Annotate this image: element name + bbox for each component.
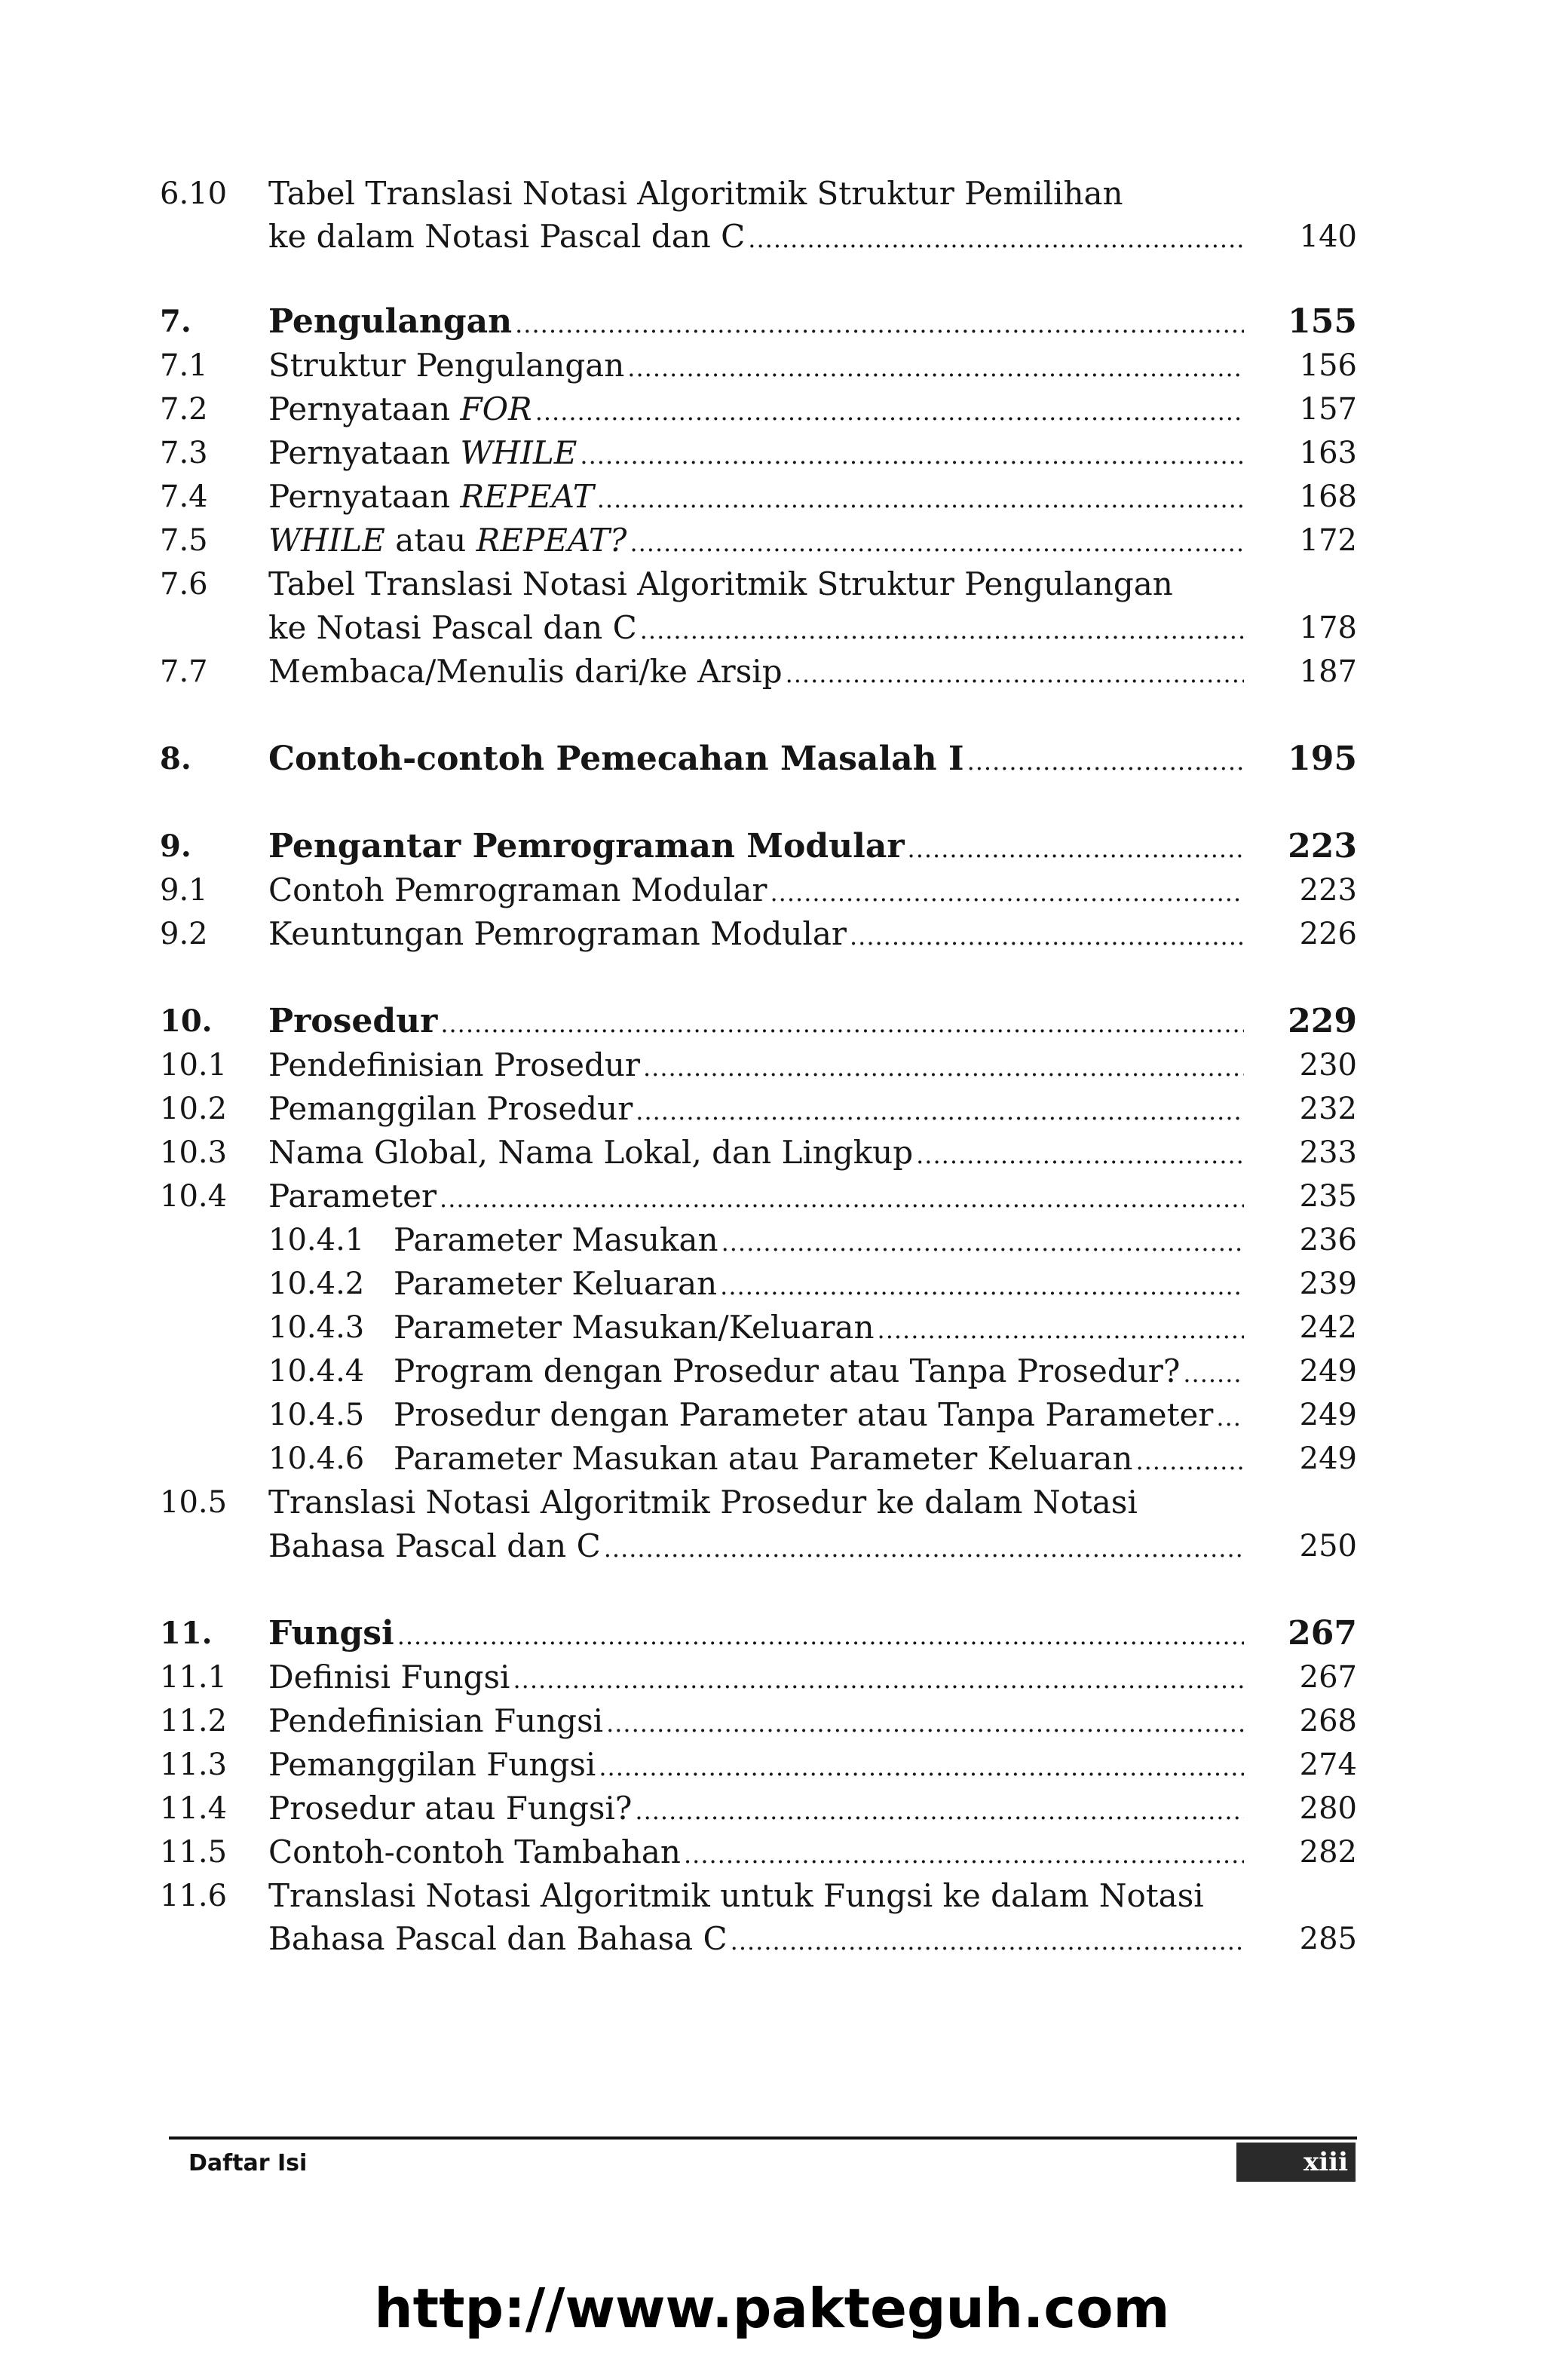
toc-entry-page-number: 282 bbox=[1299, 1835, 1357, 1870]
dot-leader bbox=[397, 1614, 1244, 1658]
toc-entry-number: 7.7 bbox=[160, 654, 208, 689]
toc-entry bbox=[0, 172, 1544, 216]
toc-entry-number: 9.2 bbox=[160, 917, 208, 951]
footer-rule bbox=[169, 2136, 1357, 2140]
toc-entry bbox=[0, 1218, 1544, 1262]
toc-entry-title-part: Pernyataan bbox=[268, 434, 461, 471]
toc-entry-title bbox=[268, 431, 577, 475]
toc-entry-title-part: WHILE bbox=[268, 522, 385, 559]
toc-entry-number: 10.4.4 bbox=[268, 1354, 365, 1389]
toc-entry-title: Prosedur atau Fungsi? bbox=[268, 1790, 633, 1827]
toc-entry bbox=[0, 1612, 1544, 1656]
dot-leader bbox=[1135, 1439, 1244, 1483]
toc-entry-title-part: atau bbox=[384, 522, 476, 559]
toc-entry-page-number: 223 bbox=[1299, 873, 1357, 908]
dot-leader bbox=[916, 1133, 1244, 1177]
toc-entry-title-part: FOR bbox=[460, 391, 532, 427]
toc-entry bbox=[0, 650, 1544, 694]
toc-entry-title: Parameter Masukan bbox=[394, 1221, 718, 1258]
toc-entry-page-number: 250 bbox=[1299, 1529, 1357, 1564]
toc-entry-title: Pendefinisian Fungsi bbox=[268, 1702, 604, 1739]
toc-entry-title: Bahasa Pascal dan Bahasa C bbox=[268, 1920, 728, 1957]
toc-entry bbox=[0, 1699, 1544, 1743]
toc-entry bbox=[0, 1524, 1544, 1568]
toc-entry bbox=[0, 1306, 1544, 1349]
toc-entry bbox=[0, 1393, 1544, 1437]
dot-leader bbox=[604, 1527, 1244, 1570]
dot-leader bbox=[627, 346, 1244, 390]
dot-leader bbox=[684, 1833, 1244, 1876]
toc-entry bbox=[0, 519, 1544, 562]
toc-entry-title-part: Pernyataan bbox=[268, 478, 461, 515]
toc-entry bbox=[0, 1874, 1544, 1918]
toc-entry-number: 10.2 bbox=[160, 1092, 228, 1126]
toc-entry-title-part: REPEAT bbox=[460, 478, 594, 515]
toc-entry bbox=[0, 1656, 1544, 1699]
toc-entry-title: Struktur Pengulangan bbox=[268, 347, 625, 384]
toc-entry-page-number: 249 bbox=[1299, 1398, 1357, 1432]
toc-entry-number: 7.1 bbox=[160, 348, 208, 383]
dot-leader bbox=[721, 1221, 1244, 1264]
toc-entry-title: Parameter Masukan/Keluaran bbox=[394, 1309, 875, 1346]
toc-entry-number: 7.3 bbox=[160, 436, 208, 470]
toc-entry bbox=[0, 606, 1544, 650]
toc-entry bbox=[0, 1262, 1544, 1306]
toc-entry bbox=[0, 825, 1544, 868]
toc-entry-number: 10.4.1 bbox=[268, 1223, 365, 1257]
toc-entry-title-part: WHILE bbox=[460, 434, 577, 471]
toc-entry-number: 10.4.6 bbox=[268, 1441, 365, 1476]
dot-leader bbox=[640, 608, 1244, 652]
dot-leader bbox=[440, 1177, 1244, 1221]
toc-entry bbox=[0, 1000, 1544, 1043]
dot-leader bbox=[878, 1308, 1244, 1352]
toc-entry-title: Parameter bbox=[268, 1178, 437, 1215]
dot-leader bbox=[850, 914, 1244, 958]
dot-leader bbox=[597, 477, 1244, 521]
toc-entry-page-number: 229 bbox=[1288, 1002, 1357, 1040]
toc-entry-page-number: 233 bbox=[1299, 1135, 1357, 1170]
dot-leader bbox=[1183, 1352, 1244, 1395]
toc-entry-page-number: 285 bbox=[1299, 1922, 1357, 1956]
toc-entry-page-number: 239 bbox=[1299, 1267, 1357, 1301]
toc-entry bbox=[0, 300, 1544, 344]
toc-entry bbox=[0, 1437, 1544, 1481]
toc-entry-title: Contoh-contoh Pemecahan Masalah I bbox=[268, 740, 964, 778]
toc-entry-title: Pemanggilan Prosedur bbox=[268, 1090, 633, 1127]
toc-entry-page-number: 155 bbox=[1288, 302, 1357, 341]
toc-entry bbox=[0, 1087, 1544, 1131]
toc-entry-title: ke Notasi Pascal dan C bbox=[268, 609, 637, 646]
toc-entry-number: 7.2 bbox=[160, 392, 208, 427]
toc-entry-title: Tabel Translasi Notasi Algoritmik Struktur Pemilihan bbox=[268, 175, 1123, 212]
toc-entry-title-part: Pernyataan bbox=[268, 391, 461, 427]
toc-entry-number: 7.5 bbox=[160, 523, 208, 558]
toc-entry-title: Program dengan Prosedur atau Tanpa Prosedur? bbox=[394, 1352, 1181, 1389]
toc-entry-title-part: REPEAT? bbox=[476, 522, 627, 559]
toc-entry bbox=[0, 562, 1544, 606]
toc-entry bbox=[0, 1043, 1544, 1087]
toc-entry-page-number: 249 bbox=[1299, 1354, 1357, 1389]
toc-entry-number: 10.1 bbox=[160, 1048, 228, 1083]
toc-entry-page-number: 163 bbox=[1299, 436, 1357, 470]
toc-entry-page-number: 226 bbox=[1299, 917, 1357, 951]
dot-leader bbox=[720, 1264, 1244, 1308]
toc-entry-number: 11.4 bbox=[160, 1791, 228, 1826]
dot-leader bbox=[599, 1745, 1244, 1789]
toc-entry-number: 11.6 bbox=[160, 1879, 228, 1913]
toc-entry-page-number: 235 bbox=[1299, 1179, 1357, 1214]
toc-entry-number: 11.2 bbox=[160, 1704, 228, 1738]
toc-entry-title: Pemanggilan Fungsi bbox=[268, 1746, 596, 1783]
toc-entry-title bbox=[268, 475, 594, 519]
dot-leader bbox=[515, 302, 1244, 346]
toc-entry bbox=[0, 344, 1544, 387]
toc-entry-number: 7. bbox=[160, 304, 191, 339]
dot-leader bbox=[630, 521, 1244, 565]
footer-page-number: xiii bbox=[1236, 2143, 1356, 2182]
toc-entry bbox=[0, 1175, 1544, 1218]
dot-leader bbox=[967, 740, 1244, 783]
toc-entry-page-number: 223 bbox=[1288, 827, 1357, 865]
toc-entry-number: 10.4 bbox=[160, 1179, 228, 1214]
toc-entry bbox=[0, 912, 1544, 956]
toc-entry-title bbox=[268, 387, 532, 431]
toc-entry-title: ke dalam Notasi Pascal dan C bbox=[268, 218, 746, 255]
dot-leader bbox=[513, 1658, 1244, 1702]
toc-entry-title: Keuntungan Pemrograman Modular bbox=[268, 915, 847, 952]
dot-leader bbox=[440, 1002, 1244, 1046]
toc-entry-number: 11.5 bbox=[160, 1835, 228, 1870]
toc-entry bbox=[0, 1481, 1544, 1524]
dot-leader bbox=[908, 827, 1244, 871]
toc-entry-title: Translasi Notasi Algoritmik untuk Fungsi ke dalam Notasi bbox=[268, 1877, 1204, 1914]
toc-entry-page-number: 232 bbox=[1299, 1092, 1357, 1126]
toc-entry-title: Parameter Keluaran bbox=[394, 1265, 718, 1302]
toc-entry bbox=[0, 215, 1544, 259]
toc-entry-number: 8. bbox=[160, 741, 191, 776]
dot-leader bbox=[636, 1089, 1244, 1133]
toc-entry-title: Nama Global, Nama Lokal, dan Lingkup bbox=[268, 1134, 914, 1171]
toc-entry-title: Pendefinisian Prosedur bbox=[268, 1046, 640, 1083]
toc-entry-title: Membaca/Menulis dari/ke Arsip bbox=[268, 653, 783, 690]
watermark-url: http://www.pakteguh.com bbox=[374, 2277, 1170, 2340]
toc-entry-number: 6.10 bbox=[160, 176, 228, 211]
toc-entry-number: 7.6 bbox=[160, 567, 208, 602]
dot-leader bbox=[786, 652, 1244, 696]
toc-entry-title: Bahasa Pascal dan C bbox=[268, 1527, 601, 1564]
toc-entry bbox=[0, 387, 1544, 431]
toc-entry bbox=[0, 475, 1544, 519]
toc-entry-page-number: 195 bbox=[1288, 740, 1357, 778]
toc-entry-title: Prosedur dengan Parameter atau Tanpa Parameter bbox=[394, 1396, 1214, 1433]
toc-entry-title: Contoh Pemrograman Modular bbox=[268, 871, 767, 908]
toc-entry-page-number: 157 bbox=[1299, 392, 1357, 427]
toc-entry-page-number: 280 bbox=[1299, 1791, 1357, 1826]
toc-entry-page-number: 267 bbox=[1288, 1614, 1357, 1653]
toc-entry-title: Tabel Translasi Notasi Algoritmik Struktur Pengulangan bbox=[268, 565, 1173, 602]
toc-entry bbox=[0, 431, 1544, 475]
toc-entry bbox=[0, 868, 1544, 912]
toc-entry bbox=[0, 1917, 1544, 1961]
toc-entry-number: 9.1 bbox=[160, 873, 208, 908]
toc-entry bbox=[0, 1349, 1544, 1393]
toc-entry bbox=[0, 737, 1544, 781]
toc-entry-title: Contoh-contoh Tambahan bbox=[268, 1833, 681, 1870]
toc-entry-title: Prosedur bbox=[268, 1002, 438, 1040]
toc-entry-page-number: 236 bbox=[1299, 1223, 1357, 1257]
dot-leader bbox=[606, 1702, 1244, 1745]
toc-entry-page-number: 268 bbox=[1299, 1704, 1357, 1738]
toc-entry-number: 10.4.2 bbox=[268, 1267, 365, 1301]
toc-entry-number: 10.5 bbox=[160, 1485, 228, 1520]
toc-entry-title: Parameter Masukan atau Parameter Keluaran bbox=[394, 1440, 1133, 1477]
toc-entry-number: 11.1 bbox=[160, 1660, 228, 1695]
toc-entry-title: Definisi Fungsi bbox=[268, 1659, 510, 1695]
toc-entry-title bbox=[268, 519, 626, 562]
toc-entry-page-number: 230 bbox=[1299, 1048, 1357, 1083]
toc-entry-page-number: 168 bbox=[1299, 479, 1357, 514]
toc-entry-number: 10. bbox=[160, 1003, 213, 1039]
toc-entry-page-number: 140 bbox=[1299, 219, 1357, 254]
toc-entry-number: 10.4.3 bbox=[268, 1310, 365, 1345]
dot-leader bbox=[635, 1789, 1244, 1833]
dot-leader bbox=[1216, 1395, 1244, 1439]
toc-entry-number: 7.4 bbox=[160, 479, 208, 514]
toc-entry-page-number: 172 bbox=[1299, 523, 1357, 558]
toc-entry-title: Pengulangan bbox=[268, 302, 513, 341]
toc-entry-page-number: 187 bbox=[1299, 654, 1357, 689]
toc-entry-number: 10.3 bbox=[160, 1135, 228, 1170]
toc-entry-page-number: 267 bbox=[1299, 1660, 1357, 1695]
toc-entry-title: Fungsi bbox=[268, 1614, 394, 1653]
toc-entry-title: Translasi Notasi Algoritmik Prosedur ke dalam Notasi bbox=[268, 1484, 1138, 1521]
toc-entry-page-number: 156 bbox=[1299, 348, 1357, 383]
toc-entry-number: 11.3 bbox=[160, 1747, 228, 1782]
dot-leader bbox=[770, 871, 1245, 914]
toc-entry-number: 9. bbox=[160, 829, 191, 864]
dot-leader bbox=[580, 433, 1244, 477]
toc-entry-page-number: 178 bbox=[1299, 611, 1357, 645]
toc-entry-page-number: 274 bbox=[1299, 1747, 1357, 1782]
toc-entry bbox=[0, 1787, 1544, 1830]
dot-leader bbox=[748, 217, 1244, 261]
footer-section-label: Daftar Isi bbox=[188, 2150, 308, 2176]
toc-entry bbox=[0, 1743, 1544, 1787]
toc-entry bbox=[0, 1830, 1544, 1874]
toc-entry-number: 11. bbox=[160, 1616, 213, 1651]
dot-leader bbox=[535, 390, 1244, 433]
dot-leader bbox=[731, 1919, 1244, 1963]
dot-leader bbox=[643, 1046, 1244, 1089]
toc-entry-title: Pengantar Pemrograman Modular bbox=[268, 827, 905, 865]
toc-entry-page-number: 242 bbox=[1299, 1310, 1357, 1345]
toc-entry-page-number: 249 bbox=[1299, 1441, 1357, 1476]
toc-entry bbox=[0, 1131, 1544, 1175]
toc-entry-number: 10.4.5 bbox=[268, 1398, 365, 1432]
